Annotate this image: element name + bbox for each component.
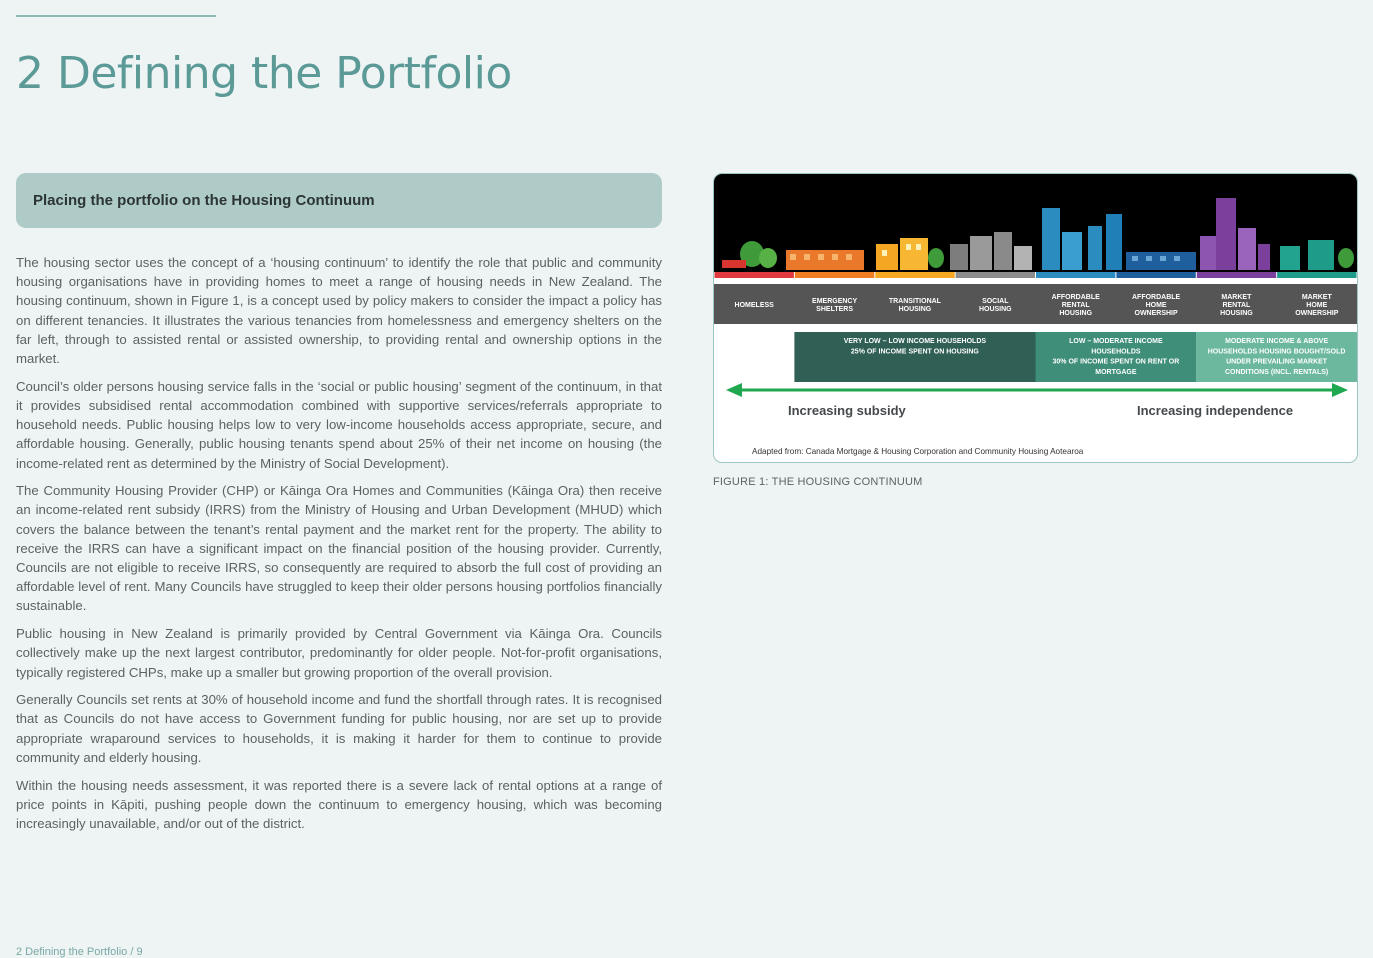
category-label: OWNERSHIP — [1134, 310, 1178, 317]
paragraph: Council’s older persons housing service falls in the ‘social or public housing’ segment of the continuum, in that it provides subsidised rental accommodation combined with supportive services/referrals appropriate to household needs. Public housing helps low to very low-income households access appropriate, secure, and affordable housing. Generally, public housing tenants spend about 25% of their net income on housing (the income-related rent as determined by the Ministry of Social Development). — [16, 378, 662, 471]
paragraph: Generally Councils set rents at 30% of household income and fund the shortfall through rates. It is recognised that as Councils do not have access to Government funding for public housing, nor are set up to provide appropriate wraparound services to households, it is making it harder for them to continue to provide community and elderly housing. — [16, 692, 662, 765]
income-band-label: HOUSEHOLDS HOUSING BOUGHT/SOLD — [1207, 348, 1346, 356]
category-label: RENTAL — [1061, 302, 1090, 309]
category-colour-strip — [714, 272, 1357, 284]
category-colour-bar — [1277, 272, 1356, 278]
callout-box — [16, 173, 662, 228]
income-band-label: UNDER PREVAILING MARKET — [1226, 358, 1328, 366]
category-label: MARKET — [1221, 294, 1252, 301]
category-label: TRANSITIONAL — [888, 298, 941, 305]
page-title: 2 Defining the Portfolio — [16, 48, 512, 99]
housing-continuum-figure — [713, 173, 1358, 463]
category-label: AFFORDABLE — [1131, 294, 1181, 301]
income-band-label: MORTGAGE — [1095, 368, 1137, 376]
income-band-label: LOW – MODERATE INCOME — [1069, 338, 1163, 345]
category-colour-bar — [1036, 272, 1115, 278]
category-label: SOCIAL — [982, 298, 1009, 305]
category-colour-bar — [1116, 272, 1195, 278]
category-label: HOMELESS — [734, 302, 774, 309]
income-band-label: CONDITIONS (INCL. RENTALS) — [1224, 368, 1329, 376]
paragraph: The housing sector uses the concept of a ‘housing continuum’ to identify the role that public and community housing organisations have in providing homes to meet a range of housing needs in New Zealand. The housing continuum, shown in Figure 1, is a concept used by policy makers to consider the impact a policy has on different tenancies. It illustrates the various tenancies from homelessness and emergency shelters on the far left, through to assisted rental or assisted ownership, to providing rental and ownership options in the market. — [16, 255, 662, 367]
category-label: EMERGENCY — [812, 298, 858, 305]
income-band-label: 25% OF INCOME SPENT ON HOUSING — [850, 348, 979, 356]
category-label: AFFORDABLE — [1051, 294, 1100, 301]
figure-source: Adapted from: Canada Mortgage & Housing Corporation and Community Housing Aotearoa — [752, 447, 1084, 456]
category-colour-bar — [795, 272, 874, 278]
category-label: MARKET — [1301, 294, 1332, 301]
paragraph: Within the housing needs assessment, it was reported there is a severe lack of rental options at a range of price points in Kāpiti, pushing people down the continuum to emergency housing, which was becoming increasingly unavailable, and/or out of the district. — [16, 777, 662, 831]
top-divider — [16, 15, 216, 17]
category-label: HOUSING — [898, 306, 932, 313]
category-label: HOME — [1306, 302, 1328, 309]
right-arrow-label: Increasing independence — [1137, 403, 1294, 418]
category-colour-bar — [956, 272, 1035, 278]
continuum-arrow — [726, 383, 1348, 397]
category-label: HOUSING — [978, 306, 1012, 313]
category-label: SHELTERS — [816, 306, 854, 313]
income-band-label: VERY LOW – LOW INCOME HOUSEHOLDS — [843, 338, 987, 345]
paragraph: Public housing in New Zealand is primarily provided by Central Government via Kāinga Ora. Councils collectively make up the next largest contributor, predominantly for older people. Not-for-profit organisations, typically registered CHPs, make up a smaller but growing proportion of the overall provision. — [16, 626, 662, 680]
callout-heading: Placing the portfolio on the Housing Continuum — [33, 192, 375, 209]
page-footer: 2 Defining the Portfolio / 9 — [16, 946, 143, 958]
figure-caption: FIGURE 1: THE HOUSING CONTINUUM — [713, 476, 923, 488]
category-label: RENTAL — [1222, 302, 1251, 309]
category-label: HOUSING — [1059, 310, 1093, 317]
category-label: HOUSING — [1220, 310, 1253, 317]
category-label: HOME — [1145, 302, 1167, 309]
category-colour-bar — [875, 272, 954, 278]
income-band-label: MODERATE INCOME & ABOVE — [1225, 338, 1329, 345]
left-arrow-label: Increasing subsidy — [788, 403, 906, 418]
category-colour-bar — [715, 272, 794, 278]
category-colour-bar — [1197, 272, 1276, 278]
category-label: OWNERSHIP — [1295, 310, 1339, 317]
housing-continuum-graphic — [714, 174, 1357, 462]
body-text — [16, 253, 662, 842]
income-bands — [794, 332, 1357, 382]
category-band — [714, 284, 1357, 324]
income-band-label: HOUSEHOLDS — [1091, 348, 1141, 356]
paragraph: The Community Housing Provider (CHP) or Kāinga Ora Homes and Communities (Kāinga Ora) then receive an income-related rent subsidy (IRRS) from the Ministry of Housing and Urban Development (MHUD) which covers the balance between the tenant’s rental payment and the market rent for the property. The ability to receive the IRRS can have a significant impact on the financial position of the housing provider. Currently, Councils are not eligible to receive IRRS, so consequently are required to absorb the full cost of providing an affordable level of rent. Many Councils have struggled to keep their older persons housing portfolios financially sustainable. — [16, 483, 662, 614]
income-band-label: 30% OF INCOME SPENT ON RENT OR — [1052, 358, 1180, 366]
